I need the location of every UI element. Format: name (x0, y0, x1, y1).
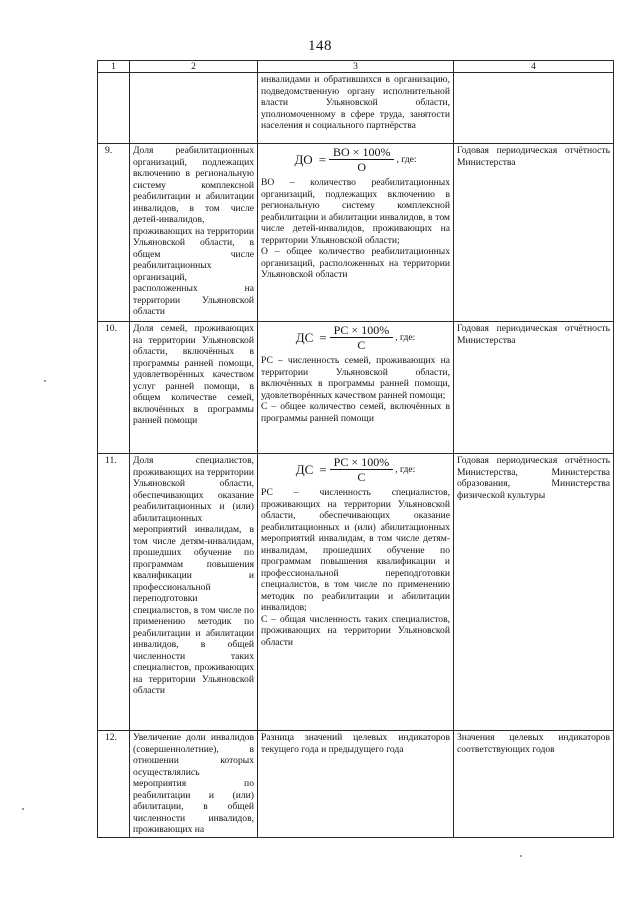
indicator-name: Доля семей, проживающих на территории Ульяновской области, включённых в программы ранней помощи, удовлетворённых качеством услуг ранней помощи, в общем количестве семей, включённых в программы ранней помощи (130, 322, 258, 454)
formula-numerator: РС × 100% (330, 324, 394, 338)
data-source: Годовая периодическая отчётность Министерства (454, 144, 614, 322)
formula-fraction (330, 324, 394, 352)
method-text: РС – численность семей, проживающих на территории Ульяновской области, включённых в программы ранней помощи, удовлетворённых качеством ранней помощи; (261, 355, 450, 401)
table-row (98, 73, 614, 144)
indicator-name: Доля специалистов, проживающих на территории Ульяновской области, обеспечивающих оказание реабилитационных и (или) абилитационных мероприятий инвалидам, в том числе детям-инвалидам, прошедших обучение по программам повышения квалификации и профессиональной переподготовки специалистов, в том числе по применению методик по реабилитации и абилитации инвалидов, в общей численности таких специалистов, проживающих на территории Ульяновской области (130, 454, 258, 731)
indicator-name: Увеличение доли инвалидов (совершеннолетние), в отношении которых осуществлялись мероприятия по реабилитации и (или) абилитации, в общей численности инвалидов, проживающих на (130, 731, 258, 838)
scan-speck (44, 380, 46, 382)
data-source: Годовая периодическая отчётность Министерства (454, 322, 614, 454)
formula-denominator: О (357, 160, 367, 174)
indicators-table (97, 60, 614, 838)
header-col-1: 1 (98, 61, 130, 73)
method-text: Разница значений целевых индикаторов текущего года и предыдущего года (261, 732, 450, 755)
formula-where: , где: (396, 154, 417, 166)
data-source: Годовая периодическая отчётность Министерства, Министерства образования, Министерства физической культуры (454, 454, 614, 731)
formula-denominator: С (357, 338, 366, 352)
formula-where: , где: (395, 464, 416, 476)
formula-where: , где: (395, 332, 416, 344)
row-number: 12. (98, 731, 130, 838)
formula (261, 324, 450, 352)
header-col-2: 2 (130, 61, 258, 73)
method-text: РС – численность специалистов, проживающих на территории Ульяновской области, обеспечивающих оказание реабилитационных и (или) абилитационных мероприятий инвалидам, в том числе детям-инвалидам, прошедших обучение по программам повышения квалификации и профессиональной переподготовки специалистов, в том числе по применению методик по реабилитации и абилитации инвалидов; (261, 487, 450, 613)
table-row (98, 144, 614, 322)
scan-speck (22, 808, 24, 810)
formula-lhs: ДС (295, 462, 314, 478)
header-row (98, 61, 614, 73)
formula-equals: = (319, 462, 327, 478)
row-number (98, 73, 130, 144)
table-row (98, 454, 614, 731)
data-source: Значения целевых индикаторов соответствующих годов (454, 731, 614, 838)
data-source (454, 73, 614, 144)
row-number: 9. (98, 144, 130, 322)
row-number: 11. (98, 454, 130, 731)
method-text: С – общее количество семей, включённых в программы ранней помощи (261, 401, 450, 424)
formula-denominator: С (357, 470, 366, 484)
calculation-method (258, 322, 454, 454)
method-text: О – общее количество реабилитационных организаций, расположенных на территории Ульяновской области (261, 246, 450, 280)
formula-fraction (330, 456, 394, 484)
table-row (98, 322, 614, 454)
indicator-name (130, 73, 258, 144)
calculation-method (258, 73, 454, 144)
scan-speck (520, 855, 522, 857)
formula-numerator: ВО × 100% (329, 146, 394, 160)
formula-lhs: ДС (295, 330, 314, 346)
formula-equals: = (318, 152, 327, 168)
method-text: ВО – количество реабилитационных организаций, подлежащих включению в региональную систему комплексной реабилитации и абилитации инвалидов, в том числе детей-инвалидов, проживающих на территории Ульяновской области; (261, 177, 450, 246)
formula (261, 456, 450, 484)
header-col-3: 3 (258, 61, 454, 73)
method-text: инвалидами и обратившихся в организацию, подведомственную органу исполнительной власти Ульяновской области, уполномоченному в сфере труда, занятости населения и социального партнёрства (261, 74, 450, 131)
page-number: 148 (308, 38, 332, 54)
method-text: С – общая численность таких специалистов, проживающих на территории Ульяновской области (261, 613, 450, 648)
calculation-method (258, 731, 454, 838)
formula-equals: = (319, 330, 327, 346)
header-col-4: 4 (454, 61, 614, 73)
indicator-name: Доля реабилитационных организаций, подлежащих включению в региональную систему комплексной реабилитации и абилитации инвалидов, в том числе детей-инвалидов, проживающих на территории Ульяновской области, в общем числе реабилитационных организаций, расположенных на территории Ульяновской области (130, 144, 258, 322)
row-number: 10. (98, 322, 130, 454)
formula-numerator: РС × 100% (330, 456, 394, 470)
table-row (98, 731, 614, 838)
calculation-method (258, 454, 454, 731)
calculation-method (258, 144, 454, 322)
formula-lhs: ДО (294, 152, 313, 168)
formula (261, 146, 450, 174)
formula-fraction (329, 146, 394, 174)
